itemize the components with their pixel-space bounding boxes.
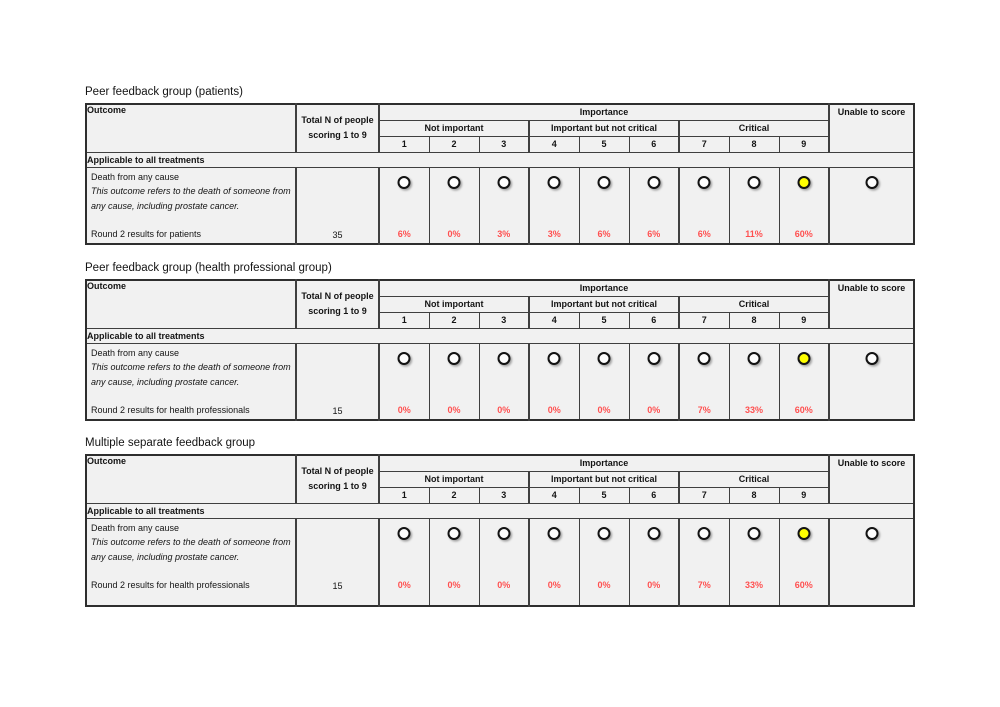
score-number-header: 7 — [679, 487, 729, 503]
group-header-critical: Critical — [679, 471, 829, 487]
total-n-cell — [296, 518, 379, 606]
score-number-header: 8 — [729, 487, 779, 503]
score-radio-button[interactable] — [448, 176, 461, 189]
score-radio-button[interactable] — [748, 176, 761, 189]
score-percentage: 6% — [397, 228, 411, 239]
score-percentage: 0% — [647, 404, 661, 415]
unable-radio-button[interactable] — [865, 352, 878, 365]
score-percentage: 6% — [647, 228, 661, 239]
outcome-column-header: Outcome — [86, 104, 296, 152]
score-number-header: 7 — [679, 312, 729, 328]
score-radio-button[interactable] — [398, 527, 411, 540]
outcome-cell — [86, 518, 296, 606]
score-radio-button[interactable] — [698, 527, 711, 540]
score-cell-3 — [479, 343, 529, 420]
score-radio-button[interactable] — [748, 352, 761, 365]
total-n-column-header: Total N of people scoring 1 to 9 — [296, 455, 379, 503]
score-number-header: 8 — [729, 312, 779, 328]
score-number-header: 4 — [529, 136, 579, 152]
score-table-multiple-separate — [85, 454, 915, 607]
group-header-important-not-critical: Important but not critical — [529, 296, 679, 312]
group-header-critical: Critical — [679, 296, 829, 312]
score-radio-button[interactable] — [748, 527, 761, 540]
score-cell-9 — [779, 167, 829, 244]
score-cell-4 — [529, 167, 579, 244]
score-number-header: 5 — [579, 487, 629, 503]
score-cell-6 — [629, 167, 679, 244]
group-header-not-important: Not important — [379, 471, 529, 487]
score-radio-button[interactable] — [448, 352, 461, 365]
outcome-description: This outcome refers to the death of someone from any cause, including prostate cancer. — [91, 536, 291, 562]
score-radio-button[interactable] — [548, 352, 561, 365]
outcome-column-header: Outcome — [86, 280, 296, 328]
outcome-description: This outcome refers to the death of someone from any cause, including prostate cancer. — [91, 185, 291, 211]
score-number-header: 8 — [729, 136, 779, 152]
score-cell-1 — [379, 167, 429, 244]
score-radio-button[interactable] — [497, 527, 510, 540]
score-radio-button[interactable] — [698, 352, 711, 365]
score-percentage: 3% — [497, 228, 511, 239]
total-n-value: 15 — [332, 580, 343, 591]
score-cell-1 — [379, 343, 429, 420]
score-radio-button[interactable] — [698, 176, 711, 189]
total-n-cell — [296, 343, 379, 420]
score-number-header: 9 — [779, 487, 829, 503]
score-number-header: 2 — [429, 487, 479, 503]
outcome-cell — [86, 167, 296, 244]
unable-to-score-cell — [829, 343, 914, 420]
score-cell-5 — [579, 518, 629, 606]
score-table-patients — [85, 103, 915, 245]
round-results-label: Round 2 results for health professionals — [91, 579, 250, 590]
score-percentage: 33% — [744, 404, 763, 415]
total-n-column-header: Total N of people scoring 1 to 9 — [296, 280, 379, 328]
score-percentage: 7% — [697, 404, 711, 415]
section-health-professionals — [85, 261, 915, 421]
score-percentage: 0% — [447, 579, 461, 590]
score-number-header: 9 — [779, 136, 829, 152]
score-number-header: 5 — [579, 136, 629, 152]
group-header-not-important: Not important — [379, 296, 529, 312]
score-radio-button[interactable] — [797, 176, 810, 189]
unable-to-score-cell — [829, 167, 914, 244]
score-cell-5 — [579, 343, 629, 420]
outcome-name: Death from any cause — [91, 522, 180, 533]
score-radio-button[interactable] — [448, 527, 461, 540]
score-number-header: 6 — [629, 312, 679, 328]
importance-header: Importance — [379, 104, 829, 120]
section-title: Peer feedback group (patients) — [85, 86, 243, 98]
score-cell-2 — [429, 167, 479, 244]
section-title: Multiple separate feedback group — [85, 437, 256, 449]
section-row-header: Applicable to all treatments — [86, 152, 914, 167]
score-number-header: 1 — [379, 136, 429, 152]
score-number-header: 4 — [529, 487, 579, 503]
score-cell-2 — [429, 343, 479, 420]
outcome-cell — [86, 343, 296, 420]
score-percentage: 7% — [697, 579, 711, 590]
outcome-description: This outcome refers to the death of someone from any cause, including prostate cancer. — [91, 361, 291, 387]
score-number-header: 5 — [579, 312, 629, 328]
score-radio-button[interactable] — [797, 352, 810, 365]
total-n-value: 35 — [332, 229, 343, 240]
score-percentage: 60% — [794, 228, 813, 239]
score-radio-button[interactable] — [647, 527, 660, 540]
score-radio-button[interactable] — [497, 176, 510, 189]
score-percentage: 0% — [547, 404, 561, 415]
score-cell-3 — [479, 518, 529, 606]
unable-radio-button[interactable] — [865, 176, 878, 189]
score-radio-button[interactable] — [598, 527, 611, 540]
score-number-header: 1 — [379, 487, 429, 503]
score-percentage: 33% — [744, 579, 763, 590]
score-cell-2 — [429, 518, 479, 606]
score-cell-3 — [479, 167, 529, 244]
score-cell-4 — [529, 343, 579, 420]
score-number-header: 2 — [429, 312, 479, 328]
round-results-label: Round 2 results for patients — [91, 228, 202, 239]
round-results-label: Round 2 results for health professionals — [91, 404, 250, 415]
score-percentage: 0% — [497, 404, 511, 415]
score-radio-button[interactable] — [647, 176, 660, 189]
score-number-header: 9 — [779, 312, 829, 328]
unable-radio-button[interactable] — [865, 527, 878, 540]
score-cell-7 — [679, 167, 729, 244]
importance-header: Importance — [379, 455, 829, 471]
total-n-cell — [296, 167, 379, 244]
outcome-name: Death from any cause — [91, 171, 180, 182]
score-percentage: 11% — [745, 228, 763, 239]
score-percentage: 0% — [597, 404, 611, 415]
group-header-critical: Critical — [679, 120, 829, 136]
score-percentage: 3% — [547, 228, 561, 239]
score-percentage: 0% — [497, 579, 511, 590]
score-radio-button[interactable] — [548, 527, 561, 540]
score-percentage: 0% — [447, 228, 461, 239]
score-percentage: 0% — [647, 579, 661, 590]
score-number-header: 3 — [479, 312, 529, 328]
section-row-header: Applicable to all treatments — [86, 503, 914, 518]
score-radio-button[interactable] — [497, 352, 510, 365]
score-number-header: 3 — [479, 136, 529, 152]
score-radio-button[interactable] — [797, 527, 810, 540]
section-patients — [85, 85, 915, 245]
section-title: Peer feedback group (health professional group) — [85, 262, 332, 274]
importance-header: Importance — [379, 280, 829, 296]
score-percentage: 60% — [794, 579, 813, 590]
score-cell-1 — [379, 518, 429, 606]
score-percentage: 6% — [597, 228, 611, 239]
score-cell-7 — [679, 343, 729, 420]
score-cell-8 — [729, 343, 779, 420]
score-radio-button[interactable] — [647, 352, 660, 365]
score-percentage: 0% — [597, 579, 611, 590]
score-radio-button[interactable] — [398, 352, 411, 365]
score-radio-button[interactable] — [398, 176, 411, 189]
score-cell-7 — [679, 518, 729, 606]
score-percentage: 0% — [397, 404, 411, 415]
score-percentage: 60% — [794, 404, 813, 415]
score-number-header: 6 — [629, 487, 679, 503]
unable-to-score-header: Unable to score — [829, 280, 914, 328]
score-table-health-professionals — [85, 279, 915, 421]
score-number-header: 3 — [479, 487, 529, 503]
score-cell-6 — [629, 343, 679, 420]
unable-to-score-header: Unable to score — [829, 455, 914, 503]
score-cell-4 — [529, 518, 579, 606]
score-cell-5 — [579, 167, 629, 244]
outcome-name: Death from any cause — [91, 347, 180, 358]
score-cell-8 — [729, 167, 779, 244]
score-radio-button[interactable] — [598, 176, 611, 189]
group-header-not-important: Not important — [379, 120, 529, 136]
score-number-header: 2 — [429, 136, 479, 152]
score-percentage: 0% — [547, 579, 561, 590]
score-number-header: 7 — [679, 136, 729, 152]
group-header-important-not-critical: Important but not critical — [529, 471, 679, 487]
score-cell-6 — [629, 518, 679, 606]
unable-to-score-cell — [829, 518, 914, 606]
outcome-column-header: Outcome — [86, 455, 296, 503]
score-cell-9 — [779, 518, 829, 606]
total-n-value: 15 — [332, 405, 343, 416]
section-row-header: Applicable to all treatments — [86, 328, 914, 343]
group-header-important-not-critical: Important but not critical — [529, 120, 679, 136]
score-percentage: 0% — [397, 579, 411, 590]
section-multiple-separate — [85, 436, 915, 607]
unable-to-score-header: Unable to score — [829, 104, 914, 152]
score-number-header: 6 — [629, 136, 679, 152]
score-cell-8 — [729, 518, 779, 606]
score-percentage: 6% — [697, 228, 711, 239]
total-n-column-header: Total N of people scoring 1 to 9 — [296, 104, 379, 152]
score-radio-button[interactable] — [598, 352, 611, 365]
score-percentage: 0% — [447, 404, 461, 415]
score-radio-button[interactable] — [548, 176, 561, 189]
score-cell-9 — [779, 343, 829, 420]
score-number-header: 1 — [379, 312, 429, 328]
score-number-header: 4 — [529, 312, 579, 328]
